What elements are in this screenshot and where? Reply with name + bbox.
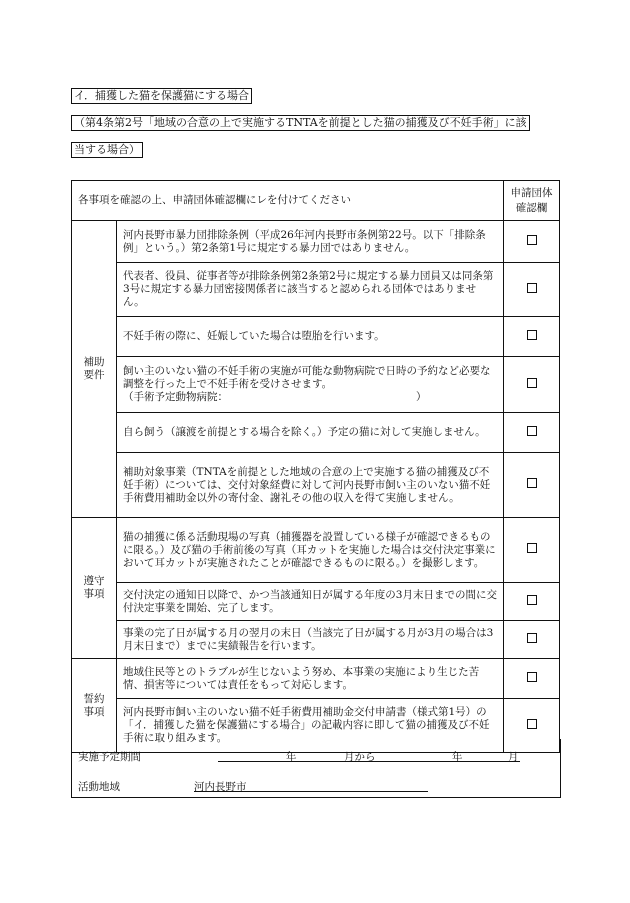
requirement-text: 河内長野市暴力団排除条例（平成26年河内長野市条例第22号。以下「排除条例」という。）第2条第1号に規定する暴力団ではありません。: [117, 221, 504, 263]
table-row: [72, 583, 560, 621]
confirm-checkbox[interactable]: [504, 317, 560, 357]
section-heading: イ．捕獲した猫を保護猫にする場合: [71, 88, 252, 104]
requirement-text: 交付決定の通知日以降で、かつ当該通知日が属する年度の3月末日までの間に交付決定事業を開始、完了します。: [117, 583, 504, 621]
table-row: [72, 621, 560, 659]
period-year-unit[interactable]: 年: [286, 751, 297, 763]
category-label: [72, 221, 117, 518]
category-label-2: 事項: [83, 588, 105, 600]
requirement-text: 不妊手術の際に、妊娠していた場合は堕胎を行います。: [117, 317, 504, 357]
table-row: [72, 263, 560, 317]
table-row: [72, 317, 560, 357]
table-row: [72, 659, 560, 699]
hospital-close: ）: [416, 391, 427, 403]
requirement-text: 猫の捕獲に係る活動現場の写真（捕獲器を設置している様子が確認できるものに限る。）及び猫の手術前後の写真（耳カットを実施した場合は交付決定事業において耳カットが実施されたことが確認できるものに限る。）を撮影します。: [117, 518, 504, 583]
category-label-2: 事項: [83, 705, 105, 718]
confirm-checkbox[interactable]: [504, 518, 560, 583]
confirm-checkbox[interactable]: [504, 453, 560, 518]
requirement-text: 自ら飼う（譲渡を前提とする場合を除く。）予定の猫に対して実施しません。: [117, 413, 504, 453]
section-subheading-cont: 当する場合）: [71, 142, 143, 158]
table-row: [72, 453, 560, 518]
category-label-1: 誓約: [83, 692, 105, 705]
confirm-checkbox[interactable]: [504, 263, 560, 317]
requirement-text: 補助対象事業（TNTAを前提とした地域の合意の上で実施する猫の捕獲及び不妊手術）については、交付対象経費に対して河内長野市飼い主のいない猫不妊手術費用補助金以外の寄付金、謝礼その他の収入を得て実施しません。: [117, 453, 504, 518]
confirm-checkbox[interactable]: [504, 621, 560, 659]
requirement-text: 河内長野市飼い主のいない猫不妊手術費用補助金交付申請書（様式第1号）の「イ．捕獲した猫を保護猫にする場合」の記載内容に即して猫の捕獲及び不妊手術に取り組みます。: [117, 699, 504, 753]
instruction-text: 各事項を確認の上、申請団体確認欄にレを付けてください: [72, 181, 504, 221]
section-subheading: （第4条第2号「地域の合意の上で実施するTNTAを前提とした猫の捕獲及び不妊手術」に該: [71, 115, 530, 131]
check-column-label-2: 確認欄: [515, 201, 548, 214]
confirm-checkbox[interactable]: [504, 659, 560, 699]
table-row: [72, 518, 560, 583]
period-label: 実施予定期間: [78, 751, 141, 763]
check-column-label-1: 申請団体: [510, 186, 553, 199]
requirement-text: 事業の完了日が属する月の翌月の末日（当該完了日が属する月が3月の場合は3月末日まで）までに実績報告を行います。: [117, 621, 504, 659]
requirement-text: 飼い主のいない猫の不妊手術の実施が可能な動物病院で日時の予約など必要な調整を行った上で不妊手術を受けさせます。: [123, 365, 491, 390]
table-row: [72, 357, 560, 413]
period-month-from[interactable]: 月から: [344, 751, 376, 763]
hospital-label: （手術予定動物病院：: [123, 391, 228, 403]
category-label: [72, 518, 117, 659]
period-month-unit[interactable]: 月: [508, 751, 519, 763]
confirm-checkbox[interactable]: [504, 583, 560, 621]
category-label-1: 遵守: [83, 575, 105, 587]
table-header-row: [72, 181, 560, 221]
requirement-text: 地域住民等とのトラブルが生じないよう努め、本事業の実施により生じた苦情、損害等については責任をもって対応します。: [117, 659, 504, 699]
confirm-checkbox[interactable]: [504, 413, 560, 453]
table-row: [72, 413, 560, 453]
check-column-header: [504, 181, 560, 221]
confirm-checkbox[interactable]: [504, 357, 560, 413]
requirement-cell: [117, 357, 504, 413]
period-year2-unit[interactable]: 年: [452, 751, 463, 763]
checklist-table: [71, 180, 560, 753]
category-label-2: 要件: [83, 369, 105, 381]
confirm-checkbox[interactable]: [504, 221, 560, 263]
requirement-text: 代表者、役員、従事者等が排除条例第2条第2号に規定する暴力団員又は同条第3号に規定する暴力団密接関係者に該当すると認められる団体ではありません。: [117, 263, 504, 317]
footer-box: [71, 739, 561, 798]
category-label-1: 補助: [83, 356, 105, 368]
area-label: 活動地域: [78, 781, 120, 793]
area-value[interactable]: 河内長野市: [194, 781, 247, 793]
table-row: [72, 221, 560, 263]
